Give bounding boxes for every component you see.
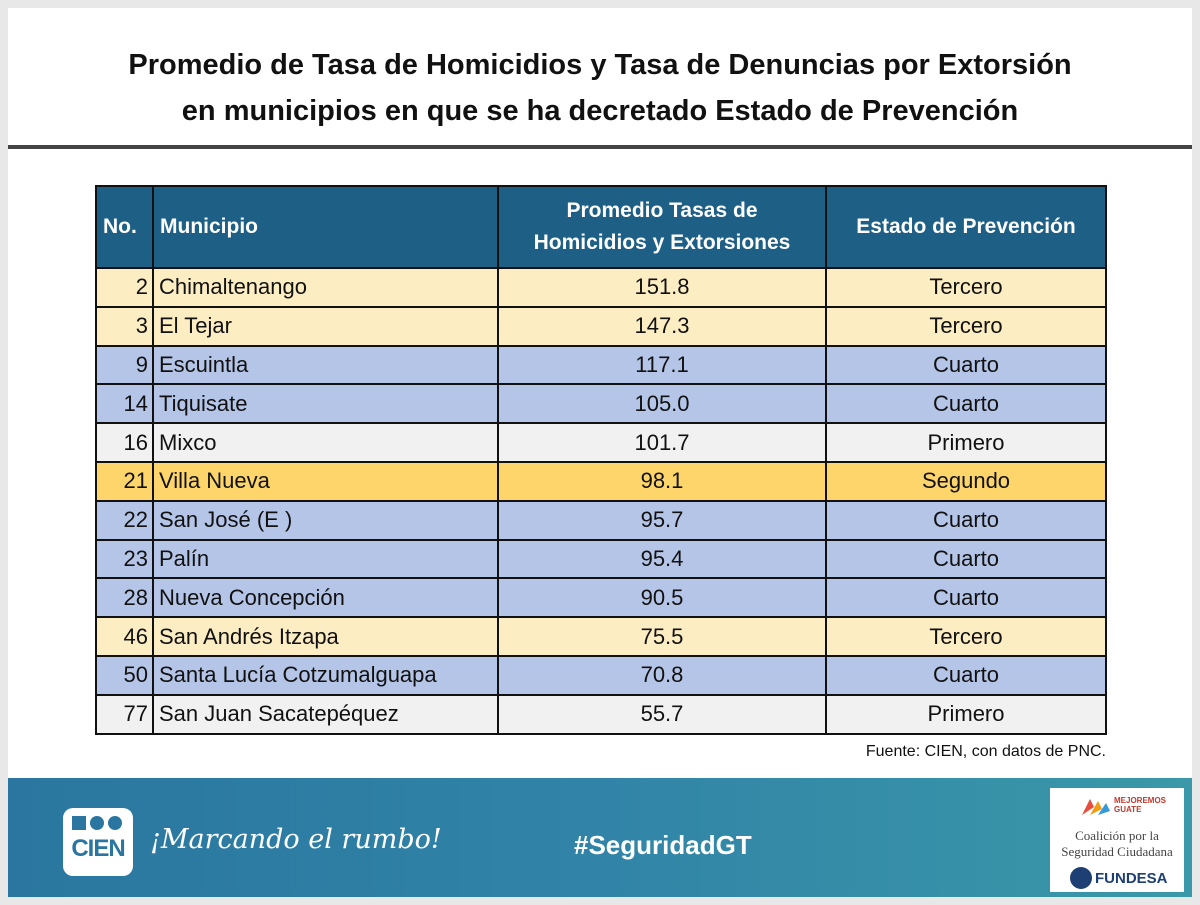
table-row	[96, 307, 1106, 346]
cell-estado: Cuarto	[826, 346, 1106, 385]
header-promedio-line-1: Promedio Tasas de	[566, 199, 758, 222]
cell-promedio: 117.1	[498, 346, 826, 385]
municipios-table	[95, 185, 1107, 735]
cell-municipio: El Tejar	[153, 307, 498, 346]
cell-promedio: 151.8	[498, 268, 826, 307]
hashtag: #SeguridadGT	[574, 830, 752, 860]
table-row	[96, 346, 1106, 385]
cell-municipio: San José (E )	[153, 501, 498, 540]
cien-logo	[63, 808, 133, 876]
cell-promedio: 90.5	[498, 578, 826, 617]
title-line-1: Promedio de Tasa de Homicidios y Tasa de Denuncias por Extorsión	[128, 49, 1072, 81]
table-row	[96, 540, 1106, 579]
cell-no: 2	[96, 268, 153, 307]
cell-municipio: San Juan Sacatepéquez	[153, 695, 498, 734]
table-row	[96, 578, 1106, 617]
fundesa-logo-text: FUNDESA	[1095, 870, 1168, 887]
fundesa-icon	[1070, 867, 1092, 889]
table-row	[96, 423, 1106, 462]
slide	[8, 8, 1192, 897]
mejoremos-guate-logo: MEJOREMOS GUATE	[1114, 796, 1167, 814]
table-header-row	[96, 186, 1106, 268]
cell-estado: Tercero	[826, 268, 1106, 307]
cell-estado: Primero	[826, 695, 1106, 734]
cell-municipio: Mixco	[153, 423, 498, 462]
cell-estado: Primero	[826, 423, 1106, 462]
cell-municipio: Palín	[153, 540, 498, 579]
cien-logo-text: CIEN	[71, 835, 125, 862]
table-body	[96, 268, 1106, 734]
cell-municipio: Tiquisate	[153, 384, 498, 423]
cell-promedio: 105.0	[498, 384, 826, 423]
cell-no: 14	[96, 384, 153, 423]
cell-estado: Segundo	[826, 462, 1106, 501]
header-municipio: Municipio	[153, 186, 498, 268]
cell-estado: Cuarto	[826, 578, 1106, 617]
cell-no: 16	[96, 423, 153, 462]
table-row	[96, 384, 1106, 423]
cell-promedio: 70.8	[498, 656, 826, 695]
cell-municipio: Villa Nueva	[153, 462, 498, 501]
cell-no: 28	[96, 578, 153, 617]
page-title	[8, 42, 1192, 134]
partner-logos	[1050, 788, 1184, 892]
table-row	[96, 462, 1106, 501]
cell-promedio: 55.7	[498, 695, 826, 734]
cell-promedio: 101.7	[498, 423, 826, 462]
header-promedio-line-2: Homicidios y Extorsiones	[533, 231, 791, 254]
header-no: No.	[96, 186, 153, 268]
cell-promedio: 98.1	[498, 462, 826, 501]
cell-estado: Tercero	[826, 617, 1106, 656]
cell-promedio: 95.4	[498, 540, 826, 579]
cell-municipio: Escuintla	[153, 346, 498, 385]
table-row	[96, 501, 1106, 540]
cell-no: 22	[96, 501, 153, 540]
footer-banner	[8, 778, 1192, 897]
cell-no: 46	[96, 617, 153, 656]
source-note: Fuente: CIEN, con datos de PNC.	[865, 743, 1106, 760]
header-promedio	[498, 186, 826, 268]
cell-municipio: Nueva Concepción	[153, 578, 498, 617]
cell-promedio: 95.7	[498, 501, 826, 540]
table-row	[96, 617, 1106, 656]
cell-municipio: Chimaltenango	[153, 268, 498, 307]
cien-logo-mark	[72, 816, 122, 830]
cell-municipio: San Andrés Itzapa	[153, 617, 498, 656]
cell-no: 3	[96, 307, 153, 346]
cell-estado: Tercero	[826, 307, 1106, 346]
cell-estado: Cuarto	[826, 656, 1106, 695]
cell-estado: Cuarto	[826, 501, 1106, 540]
table-row	[96, 695, 1106, 734]
cell-estado: Cuarto	[826, 384, 1106, 423]
cell-no: 23	[96, 540, 153, 579]
header-estado: Estado de Prevención	[826, 186, 1106, 268]
title-line-2: en municipios en que se ha decretado Estado de Prevención	[181, 95, 1019, 127]
cell-promedio: 75.5	[498, 617, 826, 656]
cell-no: 9	[96, 346, 153, 385]
cell-municipio: Santa Lucía Cotzumalguapa	[153, 656, 498, 695]
coalicion-text: Coalición por la Seguridad Ciudadana	[1061, 828, 1173, 859]
slogan: ¡Marcando el rumbo!	[150, 824, 442, 855]
cell-estado: Cuarto	[826, 540, 1106, 579]
cell-no: 77	[96, 695, 153, 734]
cell-no: 50	[96, 656, 153, 695]
cell-no: 21	[96, 462, 153, 501]
cell-promedio: 147.3	[498, 307, 826, 346]
table-row	[96, 268, 1106, 307]
table-row	[96, 656, 1106, 695]
title-divider	[8, 145, 1192, 149]
